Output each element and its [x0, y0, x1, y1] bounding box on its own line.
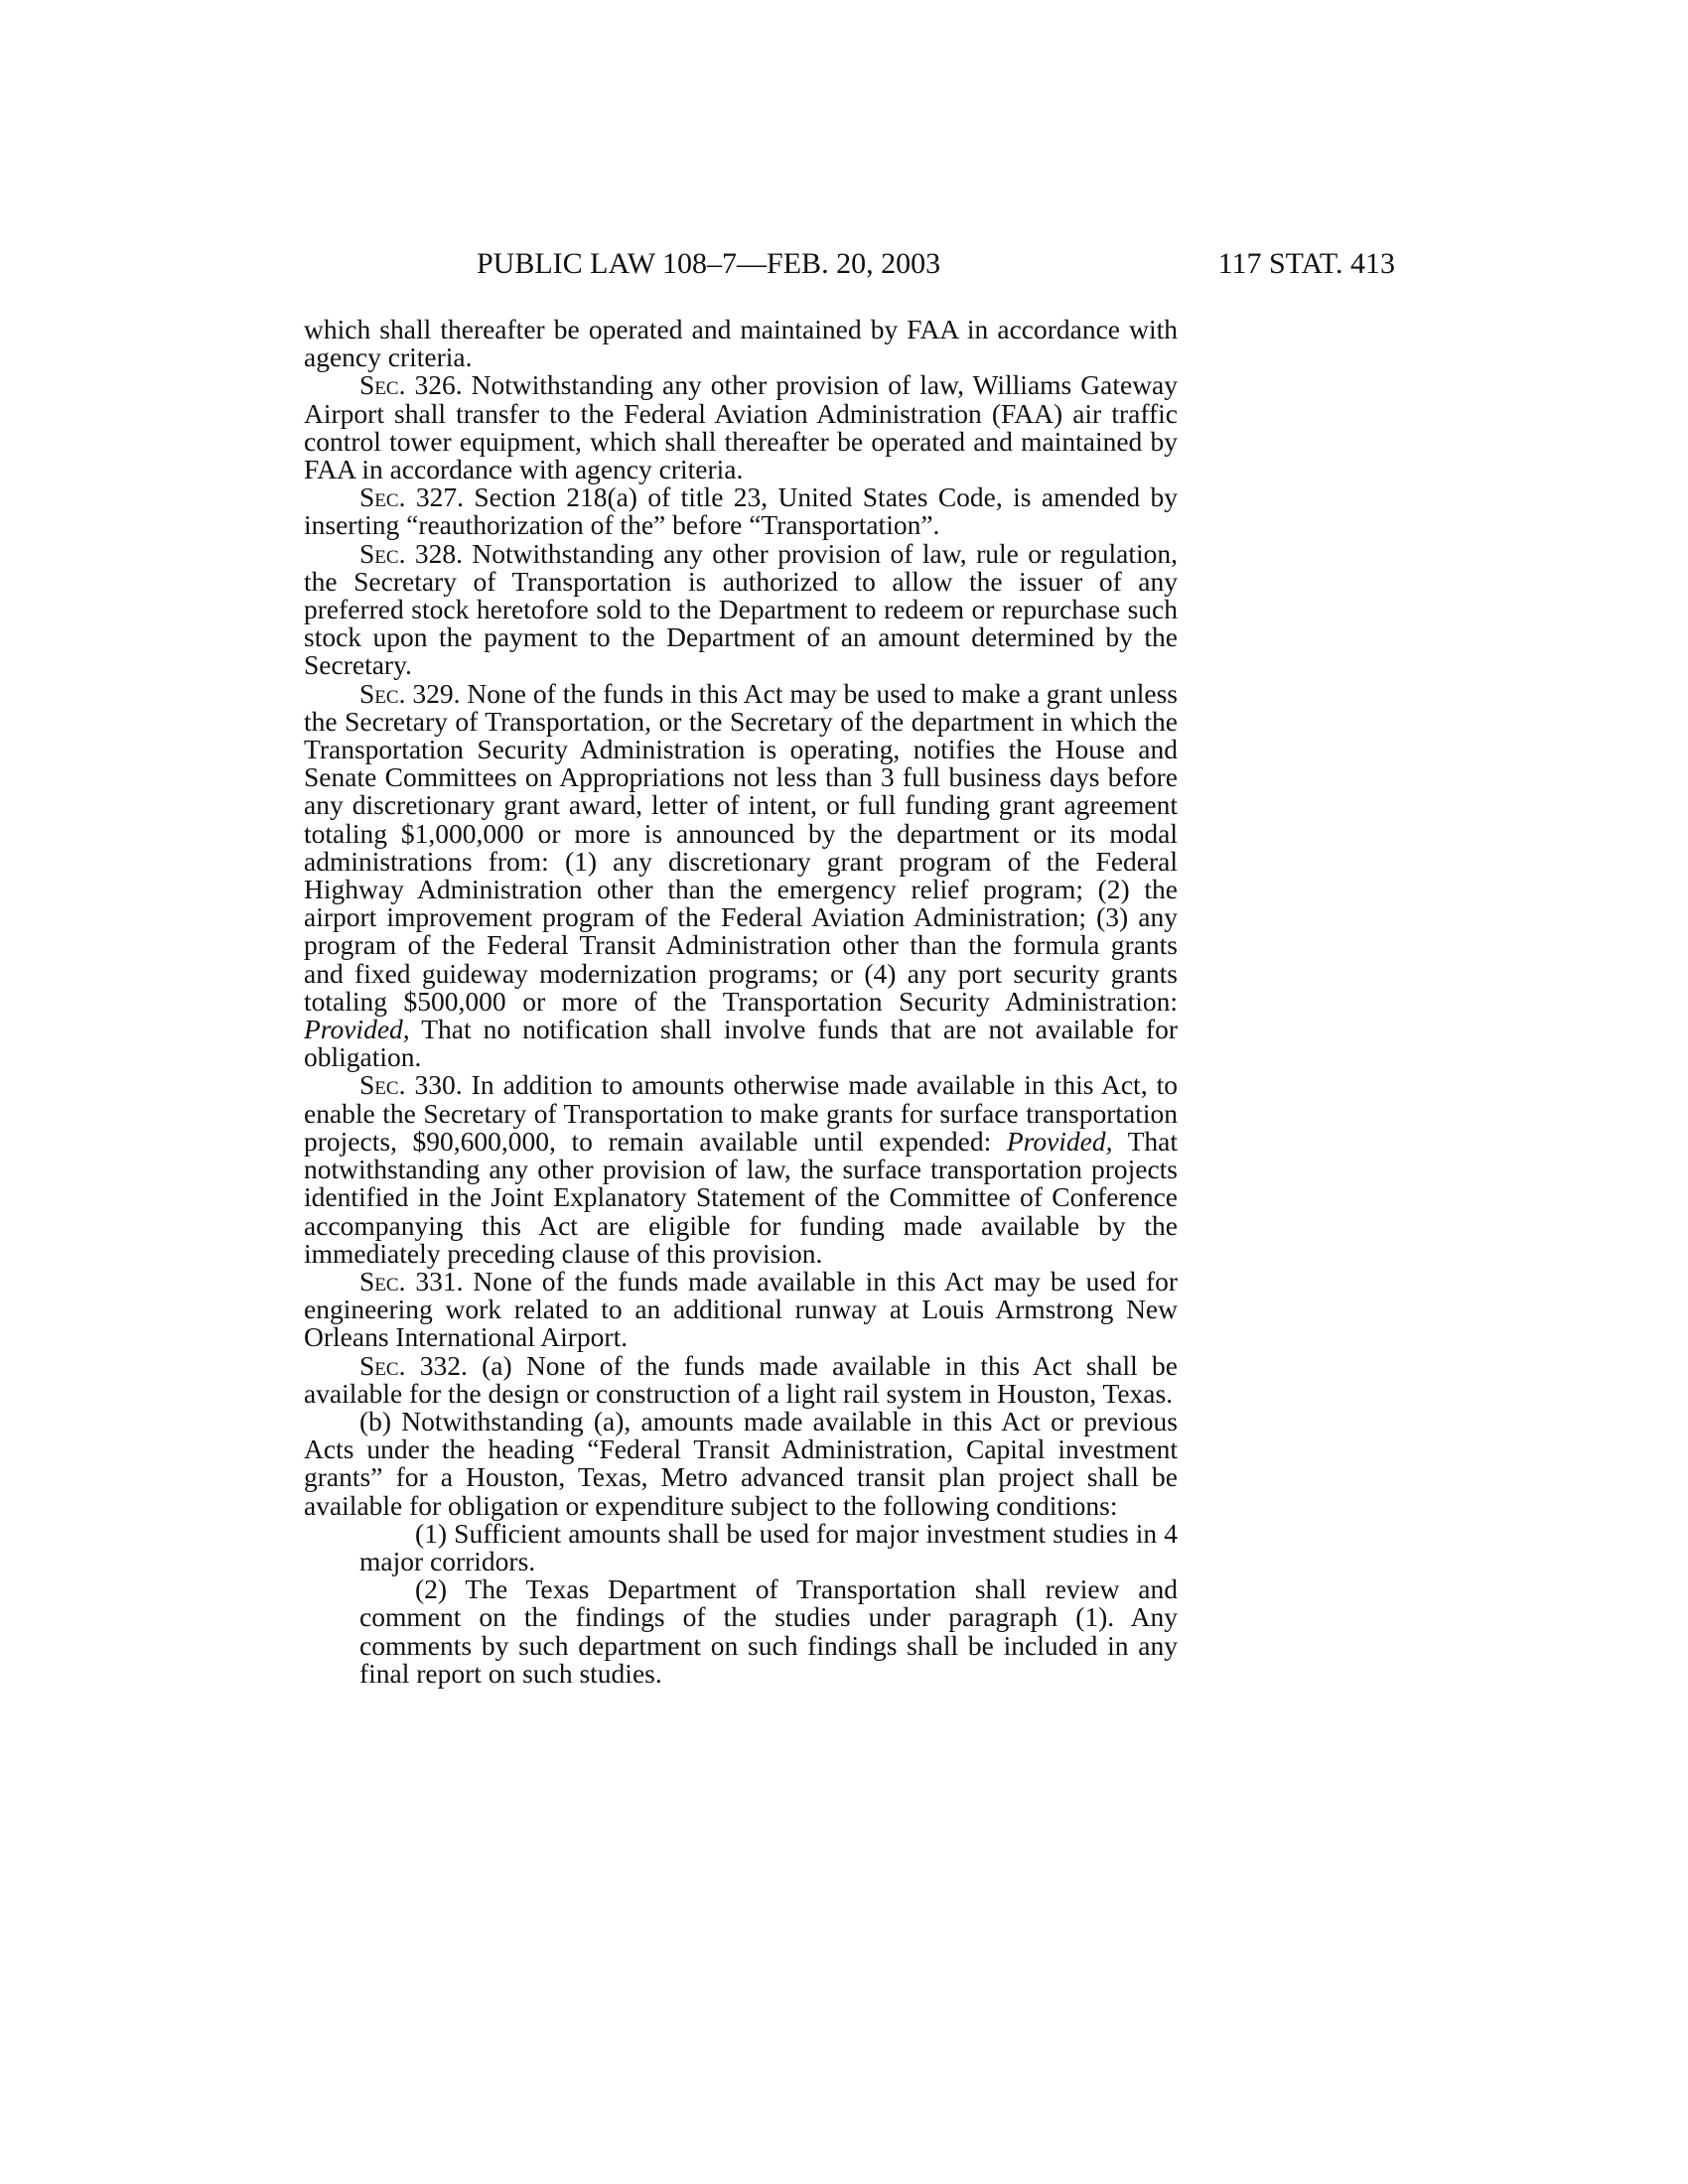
section-327: [304, 483, 1178, 539]
proviso-word: Provided,: [1006, 1125, 1113, 1157]
section-text: That no notification shall involve funds that are not available for obligation.: [304, 1014, 1178, 1073]
section-text: None of the funds made available in this Act may be used for engineering work related to an additional runway at Louis Armstrong New Orleans International Airport.: [304, 1265, 1179, 1353]
document-body: [304, 316, 1178, 1688]
section-text: Notwithstanding any other provision of law, rule or regulation, the Secretary of Transportation is authorized to allow the issuer of any preferred stock heretofore sold to the Department to redeem or repurchase such stock upon the payment to the Department of an amount determined by the Secretary.: [304, 537, 1178, 681]
section-326: [304, 371, 1178, 483]
header-title: PUBLIC LAW 108–7—FEB. 20, 2003: [477, 247, 941, 280]
section-text: In addition to amounts otherwise made available in this Act, to enable the Secretary of Transportation to make grants for surface transportation projects, $90,600,000, to remain available until expended:: [304, 1069, 1178, 1157]
section-text: None of the funds in this Act may be used to make a grant unless the Secretary of Transportation, or the Secretary of the department in which the Transportation Security Administration is operating, notifies the House and Senate Committees on Appropriations not less than 3 full business days before any discretionary grant award, letter of intent, or full funding grant agreement totaling $1,000,000 or more is announced by the department or its modal administrations from: (1) any discretionary grant program of the Federal Highway Administration other than the emergency relief program; (2) the airport improvement program of the Federal Aviation Administration; (3) any program of the Federal Transit Administration other than the formula grants and fixed guideway modernization programs; or (4) any port security grants totaling $500,000 or more of the Transportation Security Administration:: [304, 677, 1178, 1017]
section-text: Notwithstanding any other provision of law, Williams Gateway Airport shall transfer to the Federal Aviation Administration (FAA) air traffic control tower equipment, which shall thereafter be operated and maintained by FAA in accordance with agency criteria.: [304, 369, 1179, 485]
proviso-word: Provided,: [304, 1014, 410, 1045]
section-332-a: [304, 1349, 1178, 1409]
section-label: Sec. 327.: [359, 481, 464, 513]
section-label: Sec. 328.: [359, 537, 463, 569]
section-331: [304, 1265, 1179, 1353]
section-text: That notwithstanding any other provision of law, the surface transportation projects identified in the Joint Explanatory Statement of the Committee of Conference accompanying this Act are eligible for funding made available by the immediately preceding clause of this provision.: [304, 1125, 1179, 1269]
paragraph-2: (2) The Texas Department of Transportation shall review and comment on the findings of the studies under paragraph (1). Any comments by such department on such findings shall be included in any final report on such studies.: [359, 1573, 1178, 1689]
section-text: (a) None of the funds made available in this Act shall be available for the design or construction of a light rail system in Houston, Texas.: [304, 1349, 1178, 1409]
section-330: [304, 1071, 1178, 1267]
section-332-b: (b) Notwithstanding (a), amounts made available in this Act or previous Acts under the heading “Federal Transit Administration, Capital investment grants” for a Houston, Texas, Metro advanced transit plan project shall be available for obligation or expenditure subject to the following conditions:: [304, 1405, 1178, 1521]
section-text: Section 218(a) of title 23, United States Code, is amended by inserting “reauthorization of the” before “Transportation”.: [304, 481, 1178, 541]
section-label: Sec. 332.: [359, 1349, 468, 1381]
paragraph-1: (1) Sufficient amounts shall be used for major investment studies in 4 major corridors.: [359, 1517, 1178, 1576]
section-label: Sec. 330.: [359, 1069, 463, 1101]
section-328: [304, 537, 1178, 681]
section-label: Sec. 329.: [359, 677, 461, 709]
section-label: Sec. 331.: [359, 1265, 464, 1297]
section-329: [304, 677, 1178, 1073]
statute-page-number: 117 STAT. 413: [1217, 247, 1395, 280]
section-label: Sec. 326.: [359, 369, 463, 401]
continued-paragraph: which shall thereafter be operated and maintained by FAA in accordance with agency criteria.: [304, 314, 1178, 373]
running-header: [303, 244, 1395, 284]
